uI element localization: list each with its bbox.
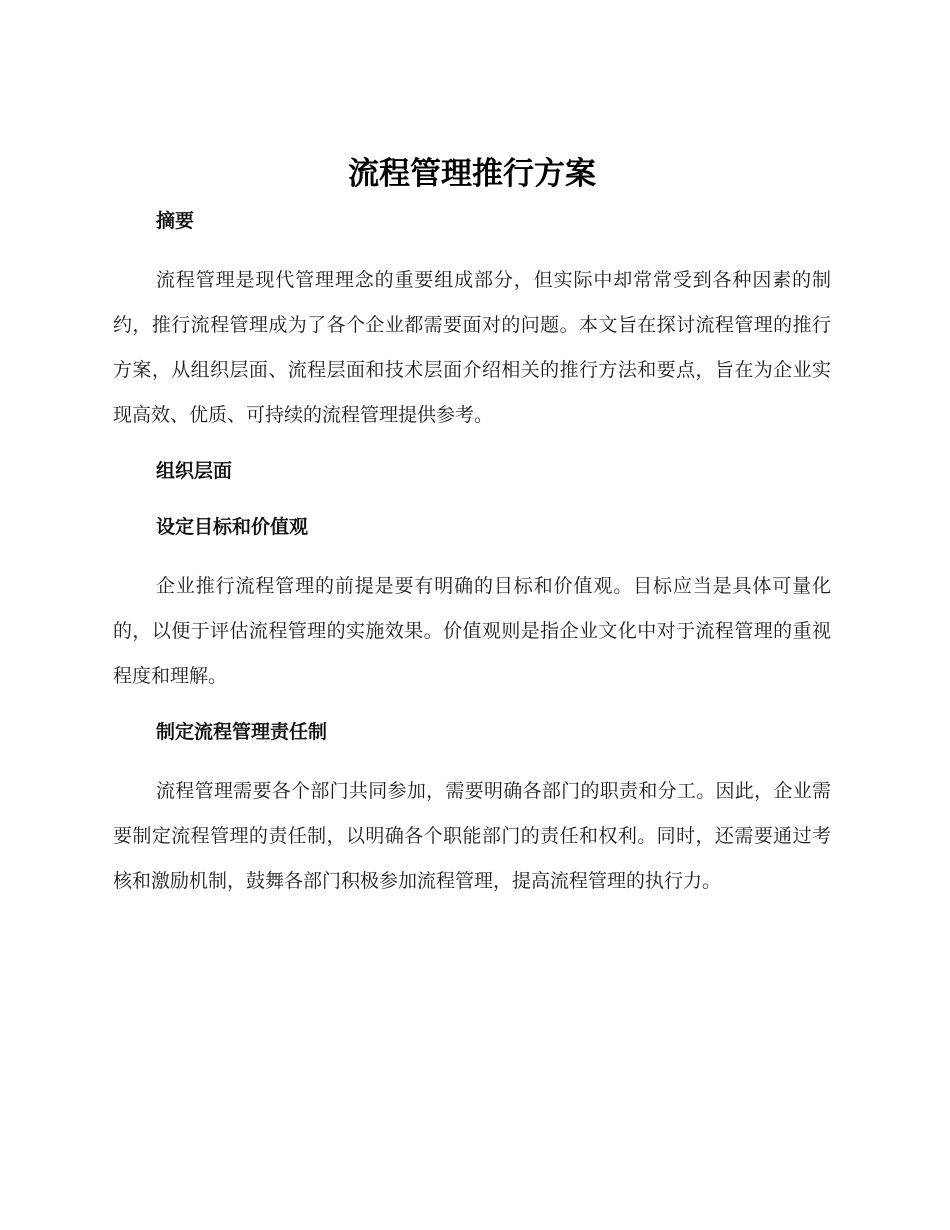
- document-content: [113, 148, 831, 904]
- subsection-heading-responsibility: 制定流程管理责任制: [156, 721, 328, 743]
- subsection-heading-goals: 设定目标和价值观: [156, 516, 309, 538]
- responsibility-paragraph: 流程管理需要各个部门共同参加，需要明确各部门的职责和分工。因此，企业需要制定流程管理的责任制，以明确各个职能部门的责任和权利。同时，还需要通过考核和激励机制，鼓舞各部门积极参加流程管理，提高流程管理的执行力。: [113, 780, 831, 892]
- section-heading-organization: 组织层面: [156, 460, 233, 482]
- abstract-paragraph: 流程管理是现代管理理念的重要组成部分，但实际中却常常受到各种因素的制约，推行流程管理成为了各个企业都需要面对的问题。本文旨在探讨流程管理的推行方案，从组织层面、流程层面和技术层面介绍相关的推行方法和要点，旨在为企业实现高效、优质、可持续的流程管理提供参考。: [113, 269, 831, 426]
- abstract-heading: 摘要: [156, 210, 195, 232]
- goals-paragraph: 企业推行流程管理的前提是要有明确的目标和价值观。目标应当是具体可量化的，以便于评估流程管理的实施效果。价值观则是指企业文化中对于流程管理的重视程度和理解。: [113, 575, 831, 687]
- document-title: 流程管理推行方案: [348, 156, 596, 192]
